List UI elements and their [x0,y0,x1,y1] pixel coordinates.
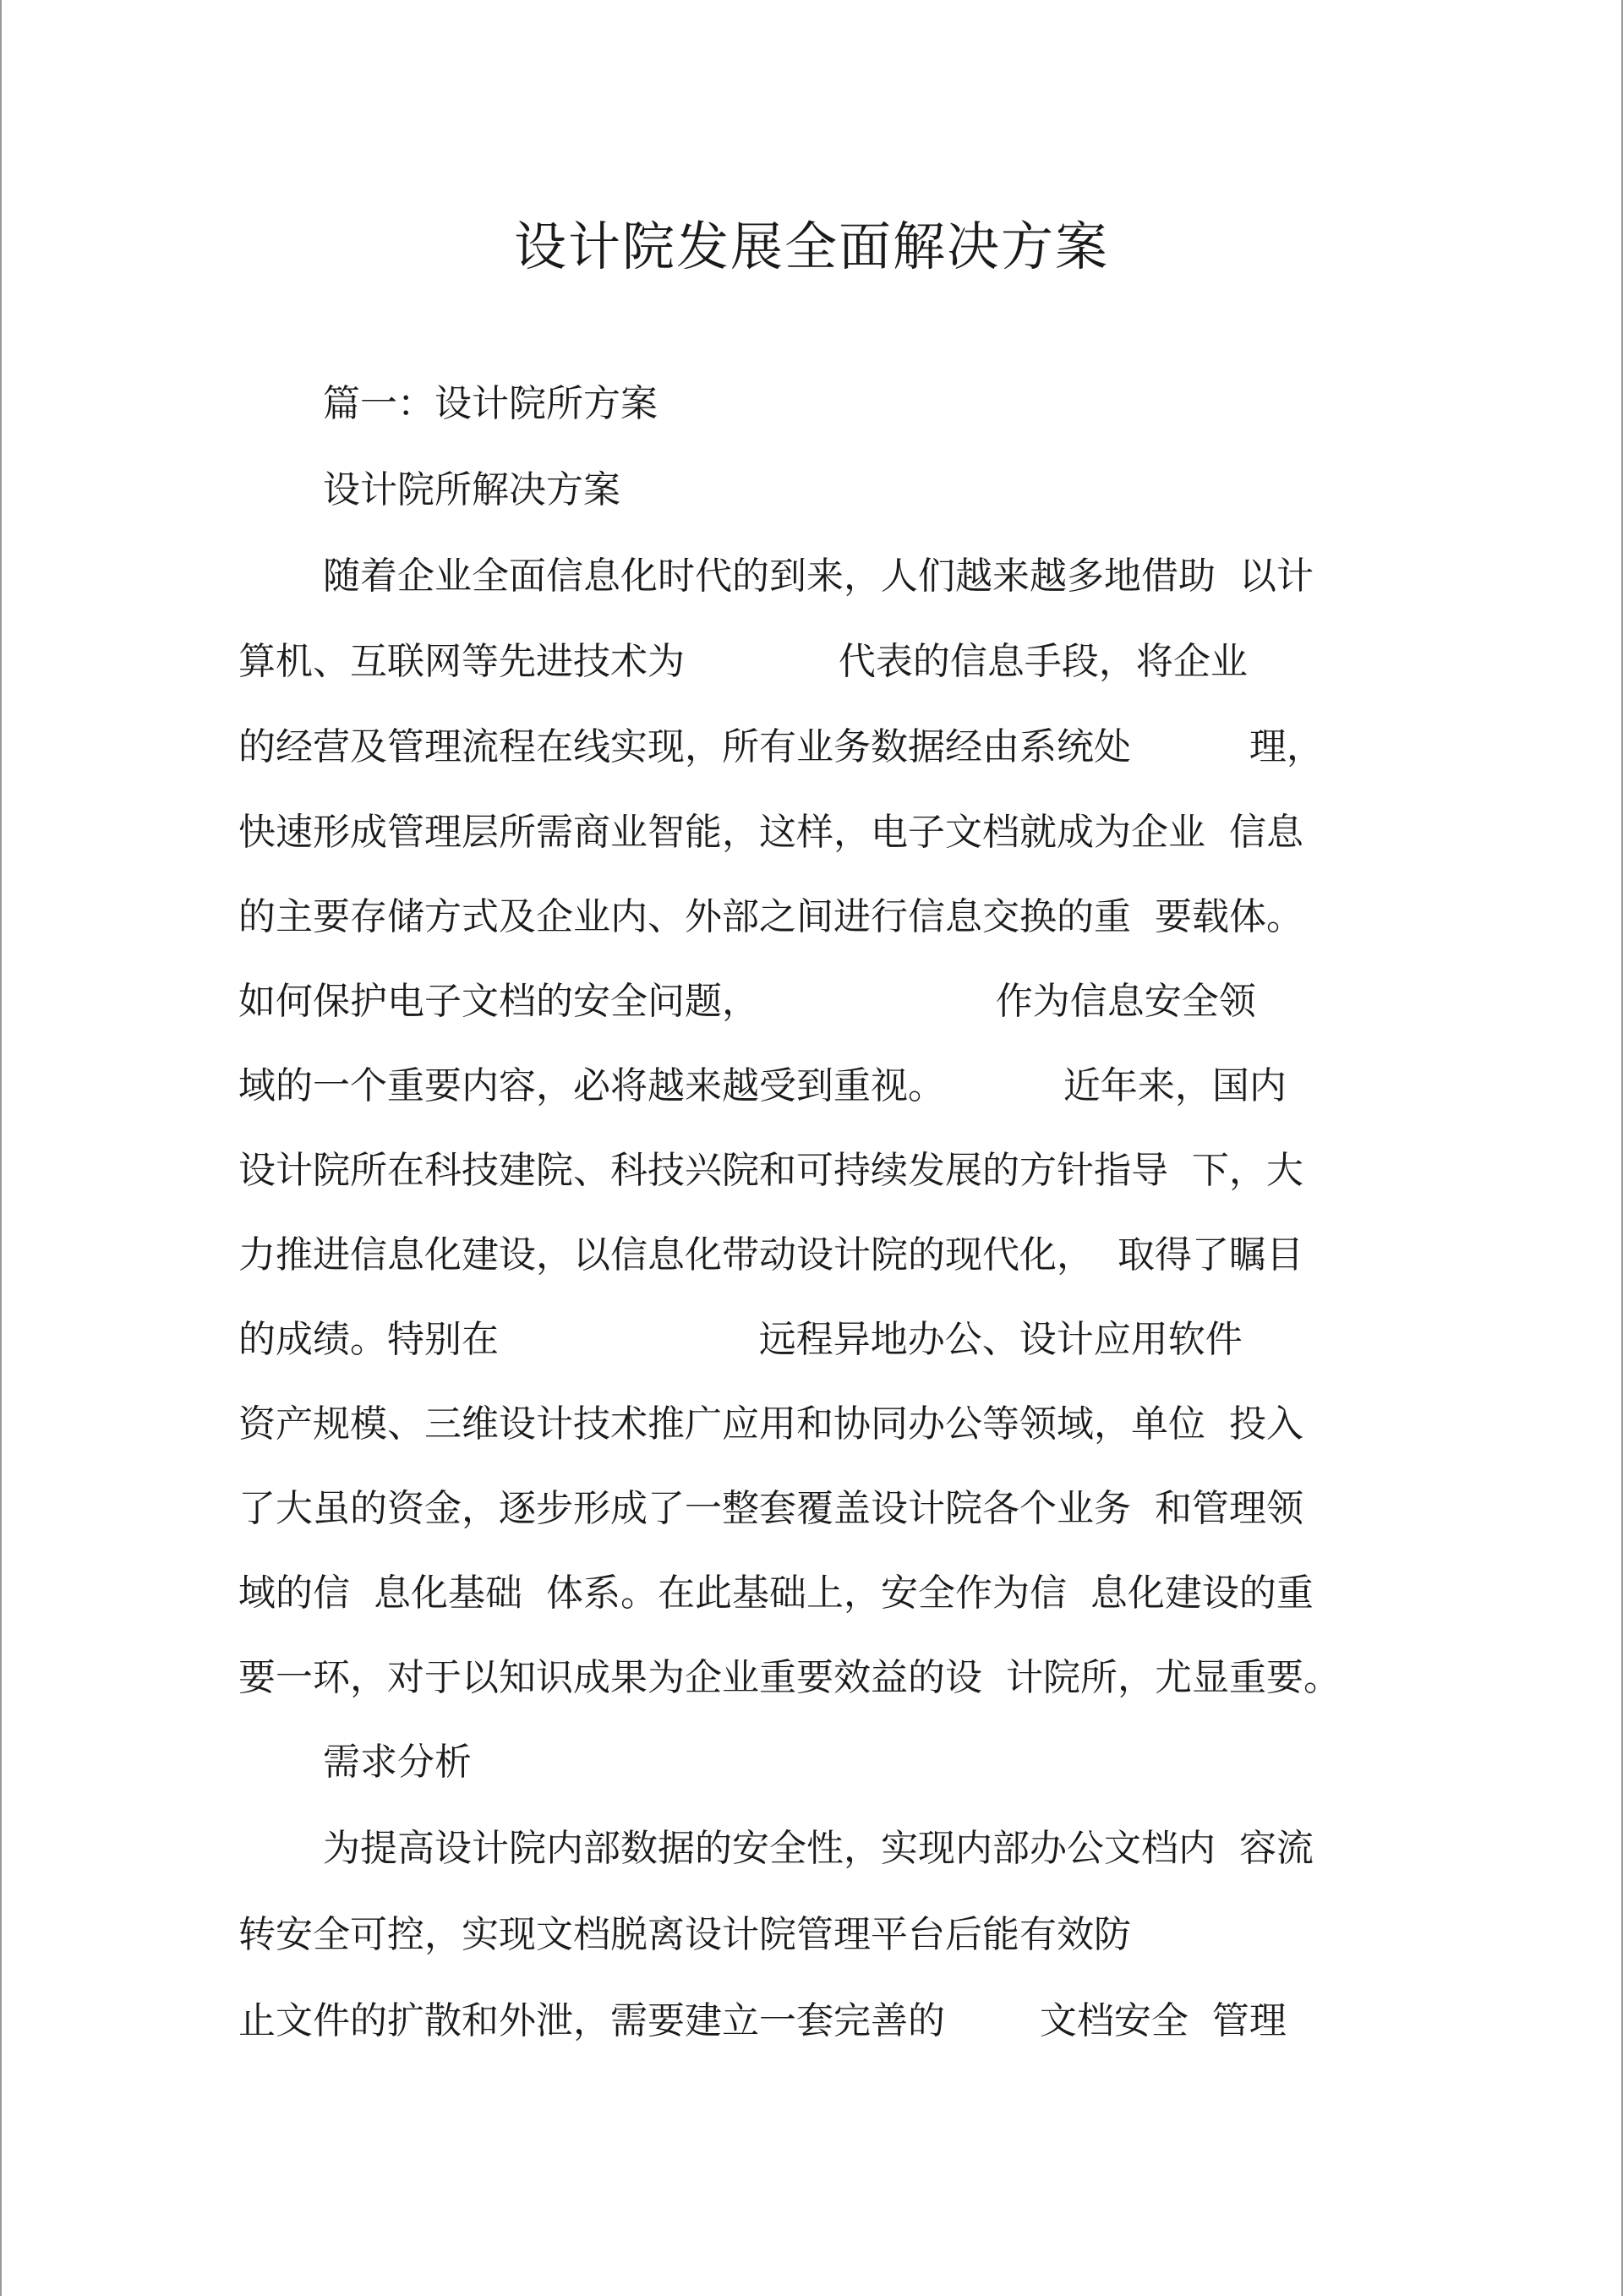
paragraph-line: 随着企业全面信息化时代的到来，人们越来越多地借助 以计 [323,555,1314,598]
paragraph-line: 资产规模、三维设计技术推广应用和协同办公等领域，单位 投入 [238,1402,1303,1446]
paragraph-line: 的主要存储方式及企业内、外部之间进行信息交换的重 要载体。 [238,895,1303,938]
paragraph-line: 止文件的扩散和外泄，需要建立一套完善的 文档安全 管理 [238,1999,1287,2042]
document-title: 设计院发展全面解决方案 [513,216,1109,277]
paragraph-line: 力推进信息化建设，以信息化带动设计院的现代化， 取得了瞩目 [238,1233,1303,1276]
paragraph-line: 了大虽的资金，逐步形成了一整套覆盖设计院各个业务 和管理领 [238,1487,1303,1530]
paragraph-line: 转安全可控，实现文档脱离设计院管理平台后能有效防 [238,1913,1131,1956]
paragraph-line: 域的一个重要内容，必将越来越受到重视。 近年来，国内 [238,1064,1287,1107]
subheading: 需求分析 [323,1741,472,1784]
section-heading: 篇一：设计院所方案 [323,382,658,425]
paragraph-line: 快速形成管理层所需商业智能，这样，电子文档就成为企业 信息 [238,811,1303,854]
paragraph-line: 的成绩。特别在 远程异地办公、设计应用软件 [238,1318,1243,1361]
paragraph-line: 算机、互联网等先进技术为 代表的信息手段，将企业 [238,640,1248,683]
paragraph-line: 的经营及管理流程在线实现，所有业务数据经由系统处 理， [238,725,1324,768]
paragraph-line: 域的信 息化基础 体系。在此基础上，安全作为信 息化建设的重 [238,1572,1314,1615]
paragraph-line: 为提高设计院内部数据的安全性，实现内部办公文档内 容流 [323,1827,1314,1870]
paragraph-line: 要一环，对于以知识成果为企业重要效益的设 计院所，尤显重要。 [238,1656,1341,1699]
subheading: 设计院所解决方案 [323,468,620,511]
paragraph-line: 设计院所在科技建院、科技兴院和可持续发展的方针指导 下，大 [238,1149,1303,1192]
paragraph-line: 如何保护电子文档的安全问题， 作为信息安全领 [238,980,1256,1023]
